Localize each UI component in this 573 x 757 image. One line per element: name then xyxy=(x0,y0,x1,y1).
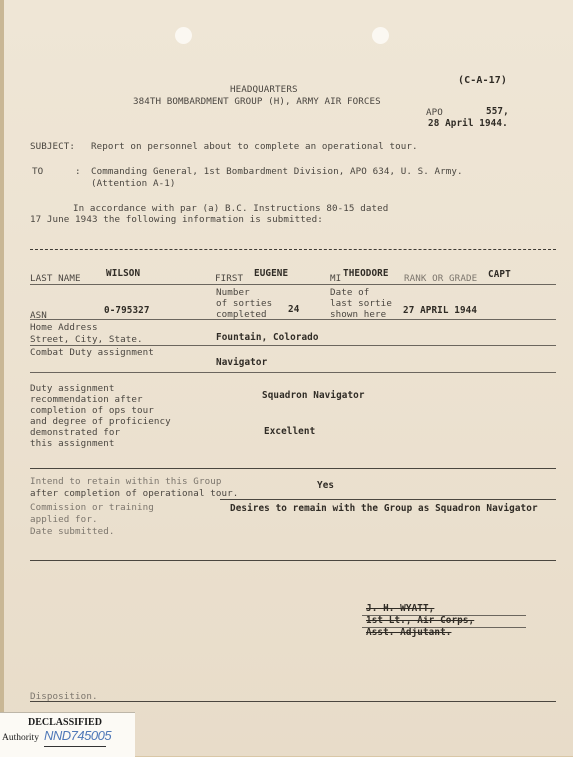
last-sortie-date-value: 27 APRIL 1944 xyxy=(403,305,478,316)
form-number: (C-A-17) xyxy=(458,75,507,86)
signature-rule-2 xyxy=(362,627,526,628)
sorties-label-3: completed xyxy=(216,309,267,320)
duty-recommendation-value: Squadron Navigator xyxy=(262,390,365,401)
commission-label-2: applied for. xyxy=(30,514,98,525)
sorties-label-2: of sorties xyxy=(216,298,273,309)
sorties-label-1: Number xyxy=(216,287,250,298)
signature-rule-1 xyxy=(362,615,526,616)
last-sortie-label-2: last sortie xyxy=(330,298,392,309)
home-address-label-2: Street, City, State. xyxy=(30,334,143,345)
to-label: TO xyxy=(32,166,44,177)
to-attention: (Attention A-1) xyxy=(91,178,176,189)
signature-rank: 1st Lt., Air Corps, xyxy=(366,615,475,626)
row-rule-intend xyxy=(220,499,556,500)
punch-hole-left xyxy=(175,27,192,44)
sorties-value: 24 xyxy=(288,304,300,315)
document-date: 28 April 1944. xyxy=(428,118,508,129)
intend-value: Yes xyxy=(317,480,335,491)
duty-rec-label-3: completion of ops tour xyxy=(30,405,154,416)
row-rule-commission xyxy=(30,560,556,561)
intro-line-2: 17 June 1943 the following information is submitted: xyxy=(30,214,323,225)
intend-label-2: after completion of operational tour. xyxy=(30,488,239,499)
combat-duty-label: Combat Duty assignment xyxy=(30,347,154,358)
proficiency-value: Excellent xyxy=(264,426,316,437)
signature-name: J. H. WYATT, xyxy=(366,603,435,614)
commission-label-3: Date submitted. xyxy=(30,526,115,537)
row-rule-name xyxy=(30,284,556,285)
intro-line-1: In accordance with par (a) B.C. Instructions 80-15 dated xyxy=(73,203,389,214)
duty-rec-label-2: recommendation after xyxy=(30,394,143,405)
page-edge xyxy=(0,0,4,756)
signature-title: Asst. Adjutant. xyxy=(366,627,452,638)
apo-label: APO xyxy=(426,107,443,118)
disposition-label: Disposition. xyxy=(30,691,98,702)
declassified-stamp xyxy=(0,712,135,757)
row-rule-address xyxy=(30,345,556,346)
subject-text: Report on personnel about to complete an operational tour. xyxy=(91,141,418,152)
row-rule-combat xyxy=(30,372,556,373)
declassified-title: DECLASSIFIED xyxy=(28,717,102,728)
home-address-label-1: Home Address xyxy=(30,322,98,333)
commission-label-1: Commission or training xyxy=(30,502,154,513)
last-sortie-label-3: shown here xyxy=(330,309,387,320)
home-address-value: Fountain, Colorado xyxy=(216,332,319,343)
duty-rec-label-4: and degree of proficiency xyxy=(30,416,171,427)
combat-duty-value: Navigator xyxy=(216,357,268,368)
last-name-value: WILSON xyxy=(106,268,141,279)
rank-value: CAPT xyxy=(488,269,511,280)
punch-hole-right xyxy=(372,27,389,44)
intend-label-1: Intend to retain within this Group xyxy=(30,476,222,487)
first-name-label: FIRST xyxy=(215,273,244,284)
declassified-underline xyxy=(44,746,106,747)
to-text: Commanding General, 1st Bombardment Division, APO 634, U. S. Army. xyxy=(91,166,463,177)
row-rule-asn xyxy=(30,319,556,320)
middle-initial-label: MI xyxy=(330,273,342,284)
section-divider-top xyxy=(30,249,556,250)
last-name-label: LAST NAME xyxy=(30,273,81,284)
first-name-value: EUGENE xyxy=(254,268,289,279)
subject-label: SUBJECT: xyxy=(30,141,76,152)
commission-value: Desires to remain with the Group as Squadron Navigator xyxy=(230,503,538,514)
row-rule-disposition xyxy=(30,701,556,702)
rank-label: RANK OR GRADE xyxy=(404,273,478,284)
asn-value: 0-795327 xyxy=(104,305,150,316)
declassified-authority-number: NND745005 xyxy=(44,728,112,743)
middle-name-value: THEODORE xyxy=(343,268,389,279)
row-rule-duty xyxy=(30,468,556,469)
apo-number: 557, xyxy=(486,106,509,117)
asn-label: ASN xyxy=(30,310,47,321)
duty-rec-label-1: Duty assignment xyxy=(30,383,115,394)
header-line-1: HEADQUARTERS xyxy=(230,84,298,95)
duty-rec-label-6: this assignment xyxy=(30,438,115,449)
last-sortie-label-1: Date of xyxy=(330,287,370,298)
to-colon: : xyxy=(75,166,81,177)
header-line-2: 384TH BOMBARDMENT GROUP (H), ARMY AIR FORCES xyxy=(133,96,381,107)
duty-rec-label-5: demonstrated for xyxy=(30,427,121,438)
declassified-authority-label: Authority xyxy=(2,733,39,743)
